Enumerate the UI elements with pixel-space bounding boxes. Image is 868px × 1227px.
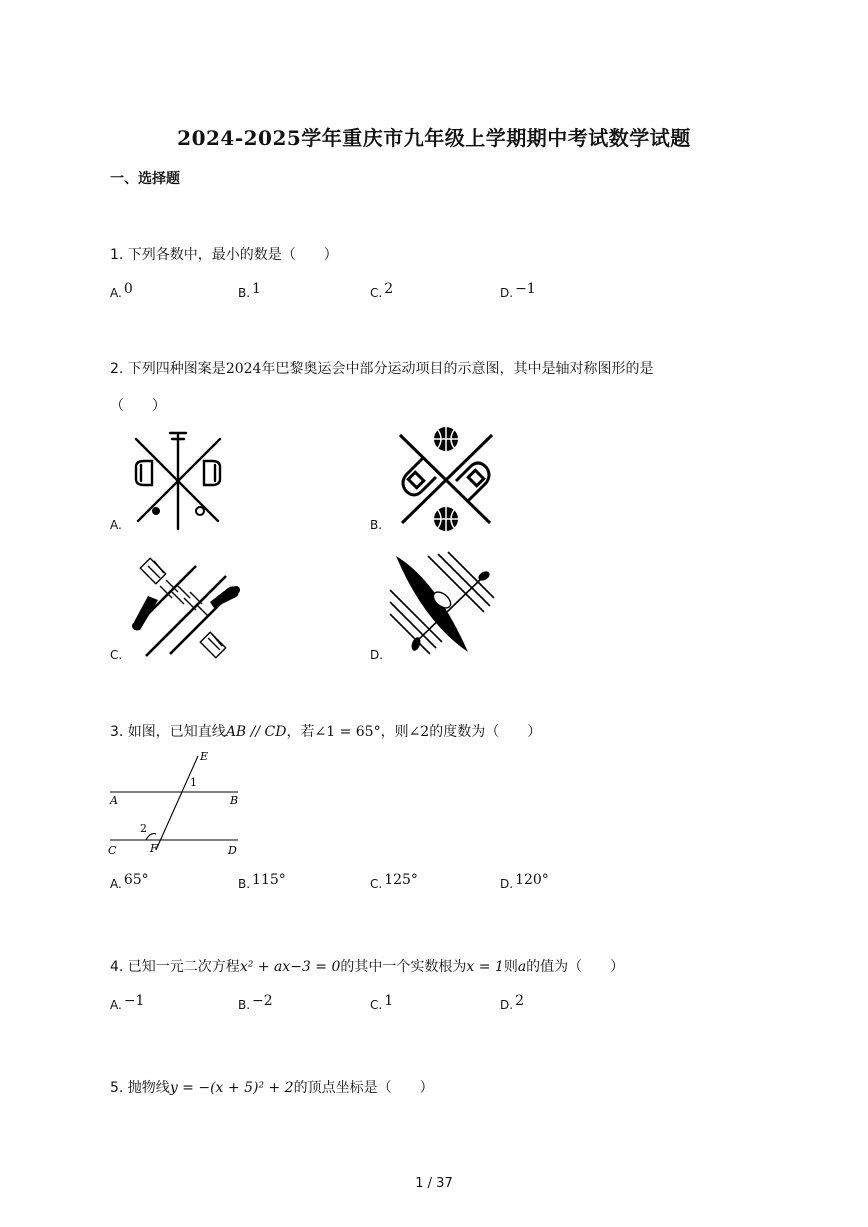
question-3-stem: 3. 如图，已知直线AB // CD，若∠1 = 65°，则∠2的度数为（ ） — [110, 724, 542, 740]
label-b: B — [230, 794, 239, 807]
question-4-stem: 4. 已知一元二次方程x² + ax−3 = 0的其中一个实数根为x = 1则a的值为（ ） — [110, 959, 625, 975]
q1-option-b[interactable]: B. 1 — [238, 281, 261, 300]
q2-option-d-label[interactable]: D. — [370, 648, 384, 662]
q1-option-a[interactable]: A. 0 — [110, 281, 133, 300]
label-a: A — [110, 794, 118, 807]
fencing-icon[interactable] — [126, 425, 230, 533]
q1-option-d[interactable]: D. −1 — [500, 281, 536, 300]
q4-option-c[interactable]: C. 1 — [370, 993, 394, 1012]
basketball-icon[interactable] — [392, 425, 500, 533]
page-title: 2024-2025学年重庆市九年级上学期期中考试数学试题 — [177, 126, 691, 150]
label-c: C — [108, 844, 117, 857]
q3-option-a[interactable]: A. 65° — [110, 872, 149, 891]
q2-option-b-label[interactable]: B. — [370, 518, 383, 532]
q2-option-c-label[interactable]: C. — [110, 648, 123, 662]
question-1-stem: 1. 下列各数中，最小的数是（ ） — [110, 247, 338, 263]
q1-option-c[interactable]: C. 2 — [370, 281, 394, 300]
question-2-stem: 2. 下列四种图案是2024年巴黎奥运会中部分运动项目的示意图，其中是轴对称图形的是 — [110, 361, 654, 377]
parallel-lines-diagram — [104, 748, 244, 860]
label-f: F — [150, 842, 158, 855]
section-heading: 一、选择题 — [110, 171, 180, 187]
label-angle-1: 1 — [190, 776, 197, 789]
q3-option-b[interactable]: B. 115° — [238, 872, 286, 891]
label-e: E — [200, 750, 209, 763]
label-d: D — [228, 844, 237, 857]
badminton-icon[interactable] — [126, 556, 242, 662]
canoe-icon[interactable] — [386, 548, 498, 662]
q3-option-c[interactable]: C. 125° — [370, 872, 418, 891]
page-number: 1 / 37 — [415, 1176, 453, 1191]
q4-option-b[interactable]: B. −2 — [238, 993, 273, 1012]
question-5-stem: 5. 抛物线y = −(x + 5)² + 2的顶点坐标是（ ） — [110, 1080, 434, 1096]
q4-option-d[interactable]: D. 2 — [500, 993, 524, 1012]
q2-option-a-label[interactable]: A. — [110, 518, 122, 532]
question-2-paren: （ ） — [110, 398, 166, 414]
q4-option-a[interactable]: A. −1 — [110, 993, 145, 1012]
q3-option-d[interactable]: D. 120° — [500, 872, 549, 891]
label-angle-2: 2 — [140, 822, 147, 835]
